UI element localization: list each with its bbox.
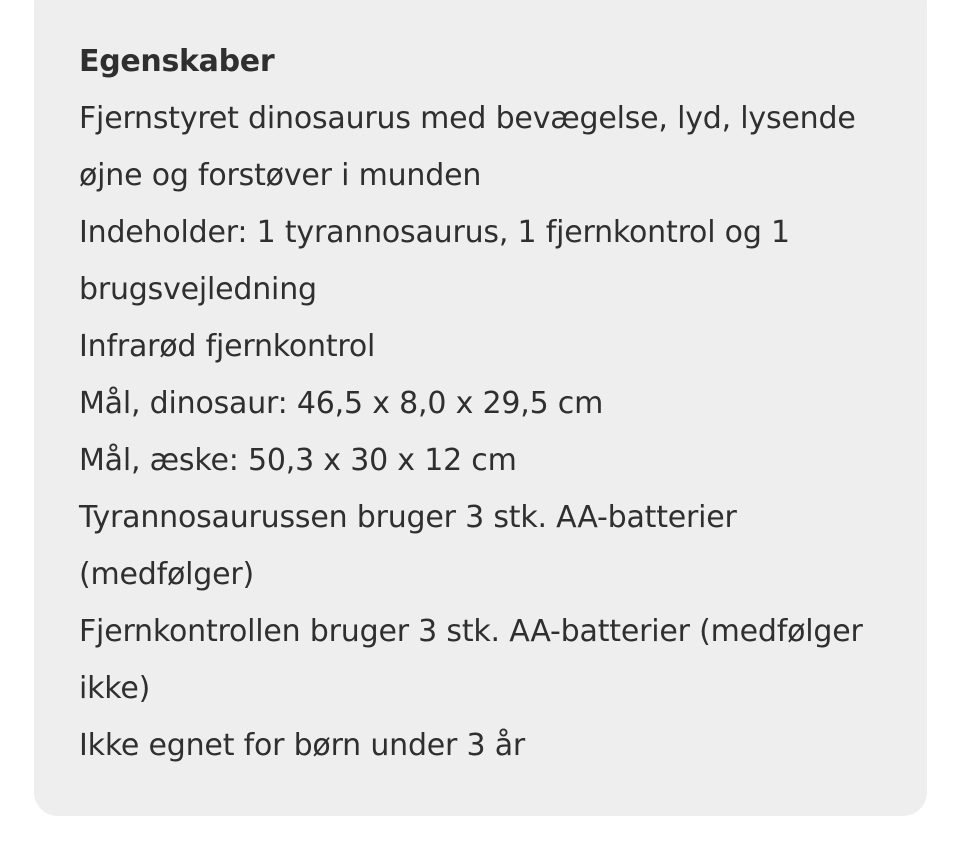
- feature-item-remote-type: Infrarød fjernkontrol: [79, 329, 376, 364]
- feature-item-dinosaur-size: Mål, dinosaur: 46,5 x 8,0 x 29,5 cm: [79, 386, 604, 421]
- product-properties-section: [79, 33, 909, 774]
- section-title: Egenskaber: [79, 44, 275, 79]
- feature-item-remote-batteries: Fjernkontrollen bruger 3 stk. AA-batterier (medfølger ikke): [79, 614, 863, 706]
- feature-item-box-size: Mål, æske: 50,3 x 30 x 12 cm: [79, 443, 517, 478]
- feature-item-contents: Indeholder: 1 tyrannosaurus, 1 fjernkontrol og 1 brugsvejledning: [79, 215, 790, 307]
- feature-item-dinosaur-batteries: Tyrannosaurussen bruger 3 stk. AA-batterier (medfølger): [79, 500, 737, 592]
- features-list: [79, 90, 909, 774]
- feature-item-movement: Fjernstyret dinosaurus med bevægelse, lyd, lysende øjne og forstøver i munden: [79, 101, 856, 193]
- feature-item-age-warning: Ikke egnet for børn under 3 år: [79, 728, 526, 763]
